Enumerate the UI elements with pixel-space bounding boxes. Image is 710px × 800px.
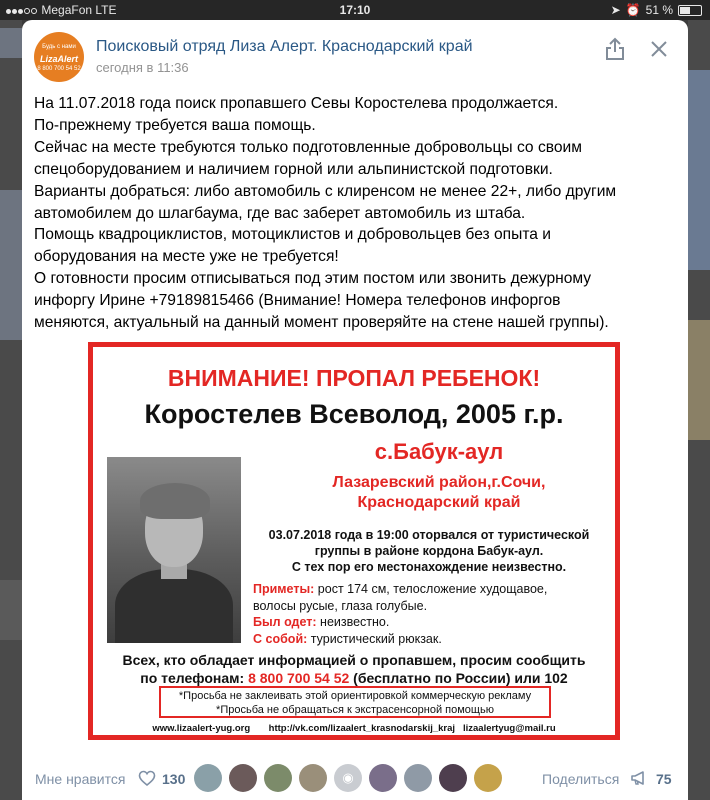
appeal-phone: 8 800 700 54 52 (248, 670, 350, 686)
share-button[interactable]: Поделиться (542, 771, 620, 787)
background-feed-right (688, 20, 710, 800)
post-timestamp[interactable]: сегодня в 11:36 (96, 60, 189, 75)
poster-headline: ВНИМАНИЕ! ПРОПАЛ РЕБЕНОК! (167, 365, 541, 391)
post-text-line: оборудования на месте уже не требуется! (34, 248, 339, 266)
signs-label: Приметы: (253, 582, 315, 596)
status-bar (0, 0, 710, 20)
liker-avatar[interactable] (404, 764, 432, 792)
liker-avatar[interactable] (439, 764, 467, 792)
poster-links (93, 723, 615, 734)
poster-event-line: С тех пор его местонахождение неизвестно. (291, 560, 567, 574)
location-icon: ➤ (610, 3, 621, 17)
post-text-line: инфоргу Ирине +79189815466 (Внимание! Номера телефонов инфоргов (34, 292, 561, 310)
person-photo (107, 457, 241, 643)
poster-region-line: Лазаревский район,г.Сочи, (332, 474, 546, 491)
signs-value: рост 174 см, телосложение худощавое, (314, 582, 548, 596)
group-avatar[interactable] (34, 32, 84, 82)
share-count: 75 (656, 771, 672, 787)
group-name-link[interactable]: Поисковый отряд Лиза Алерт. Краснодарский край (96, 38, 473, 55)
poster-vk-link: http://vk.com/lizaalert_krasnodarskij_kraj (268, 723, 456, 734)
signs-value-cont: волосы русые, глаза голубые. (253, 598, 428, 613)
avatar-brand: LizaAlert (39, 54, 78, 64)
battery-icon (678, 5, 702, 16)
battery-percent: 51 % (645, 3, 673, 17)
megaphone-icon[interactable] (630, 769, 650, 787)
clothes-value: неизвестно. (316, 615, 390, 629)
post-modal (22, 20, 688, 800)
poster-event (243, 527, 615, 575)
like-button[interactable]: Мне нравится (35, 771, 126, 787)
missing-person-poster[interactable] (88, 342, 620, 740)
liker-avatar[interactable] (229, 764, 257, 792)
post-text-line: Сейчас на месте требуются только подготовленные добровольцы со своим (34, 138, 582, 156)
post-text-line: автомобилем до шлагбаума, где вас заберет автомобиль из штаба. (34, 204, 526, 222)
poster-event-line: группы в районе кордона Бабук-аул. (314, 544, 544, 558)
post-text-line: Варианты добраться: либо автомобиль с клиренсом не менее 22+, либо другим (34, 182, 617, 200)
status-icons (611, 3, 702, 17)
clothes-label: Был одет: (253, 615, 317, 629)
close-icon[interactable] (646, 36, 672, 62)
poster-details (253, 581, 613, 647)
post-text-line: Помощь квадроциклистов, мотоциклистов и добровольцев без опыта и (34, 226, 552, 244)
post-actions (34, 768, 676, 798)
liker-avatar[interactable] (334, 764, 362, 792)
liker-avatar[interactable] (474, 764, 502, 792)
poster-event-line: 03.07.2018 года в 19:00 оторвался от туристической (268, 528, 590, 542)
avatar-phone: 8 800 700 54 52 (37, 66, 81, 72)
liker-avatar[interactable] (194, 764, 222, 792)
appeal-suffix: (бесплатно по России) или 102 (349, 670, 568, 686)
notice-line: *Просьба не обращаться к экстрасенсорной помощью (216, 704, 494, 716)
carrier-name: MegaFon (41, 3, 93, 17)
poster-site-link: www.lizaalert-yug.org (152, 723, 251, 734)
post-text-line: О готовности просим отписываться под этим постом или звонить дежурному (34, 270, 592, 288)
carry-label: С собой: (253, 631, 308, 646)
alarm-icon: ⏰ (625, 3, 641, 17)
camera-icon: ◉ (342, 770, 354, 785)
appeal-line: Всех, кто обладает информацией о пропавшем, просим сообщить (122, 652, 586, 668)
post-text-line: меняются, актуальный на данный момент проверяйте на стене нашей группы). (34, 314, 609, 332)
poster-notice (159, 686, 551, 718)
poster-mail-link: lizaalertyug@mail.ru (462, 723, 556, 734)
background-feed-left (0, 20, 22, 800)
poster-region-line: Краснодарский край (357, 494, 521, 511)
clock: 17:10 (339, 3, 371, 17)
notice-line: *Просьба не заклеивать этой ориентировкой коммерческую рекламу (178, 690, 532, 702)
post-text (34, 93, 676, 334)
liker-avatar[interactable] (299, 764, 327, 792)
network-type: LTE (95, 3, 117, 17)
appeal-prefix: по телефонам: (140, 670, 249, 686)
poster-appeal (93, 651, 615, 687)
poster-person-name: Коростелев Всеволод, 2005 г.р. (144, 399, 564, 429)
liker-avatar[interactable] (369, 764, 397, 792)
post-text-line: На 11.07.2018 года поиск пропавшего Севы Коростелева продолжается. (34, 95, 559, 112)
carry-value: туристический рюкзак. (307, 631, 442, 646)
like-count: 130 (162, 771, 186, 787)
liker-avatar[interactable] (264, 764, 292, 792)
poster-village: с.Бабук-аул (374, 439, 504, 464)
post-text-line: спецоборудованием и наличием горной или альпинистской подготовки. (34, 160, 553, 178)
share-icon[interactable] (602, 36, 628, 62)
heart-icon[interactable] (138, 770, 156, 787)
poster-region (263, 473, 615, 513)
post-text-line: По-прежнему требуется ваша помощь. (34, 116, 316, 134)
avatar-slogan: Будь с нами (42, 44, 76, 50)
